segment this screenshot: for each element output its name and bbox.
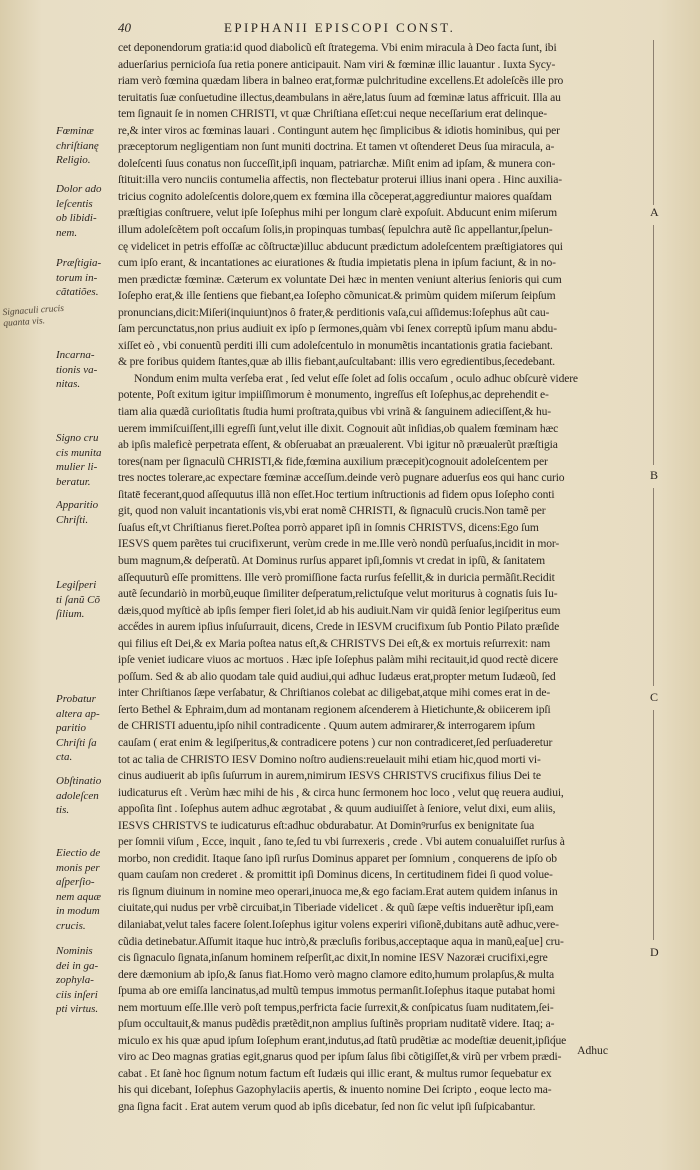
text-line: cinus audiuerit ab ipſis ſuſurrum in aurem,nimirum IESVS CHRISTVS crucifixus filius Dei te: [118, 769, 541, 783]
margin-rule: [653, 225, 654, 465]
catchword: Adhuc: [577, 1044, 608, 1057]
text-line: ſerto Bethel & Ephraim,dum ad montanam regionem aſcenderem à Hietichunte,& obiicerem ipſi: [118, 702, 551, 716]
marginal-note-line: altera ap-: [56, 707, 100, 720]
marginal-note-line: Obſtinatio: [56, 775, 102, 787]
text-line: Ioſepho erat,& ille ſentiens que fiebant,ea Ioſepho cõmunicat.& primùm quidem miſerum ſeipſum: [118, 289, 556, 303]
marginal-note-line: Eiectio de: [56, 847, 101, 859]
marginal-note-line: torum in-: [56, 271, 98, 284]
text-line: inter Chriſtianos ſæpe verſabatur, & Chriſtianos colebat ac diligebat,atque mihi comes erat in de-: [118, 686, 551, 700]
marginal-note: [56, 431, 118, 489]
marginal-note-line: ti ſanũ Cõ: [56, 593, 101, 606]
text-line: doleſcenti ſuus conatus non ſucceſſit,ipſi inquam, patriarchæ. Miſit enim ad ipſam, & munera con-: [118, 156, 556, 170]
text-line: miculo ex his quæ apud ipſum Ioſephum erant,indutus,ad ſtatũ prudẽtiæ ac modeſtiæ deuenit,ipſiq́ue: [118, 1033, 567, 1047]
text-line: git, quod non valuit incantationis vis,vbi erat nomẽ CHRISTI, & ſignaculũ crucis.Non tamẽ per: [118, 504, 546, 518]
folio-number: 40: [118, 20, 131, 35]
text-line: men prædictæ fœminæ. Cæterum ex voluntate Dei hæc in menten veniunt alterius ſenioris qui cum: [118, 272, 562, 286]
section-letter-a: A: [650, 205, 659, 219]
marginal-note-line: tionis va-: [56, 363, 98, 376]
text-line: pronuncians,dicit:Miſeri(inquiunt)nos ô frater,& perditionis vaſa,cui aſſidemus:Ioſephus aũt cau-: [118, 305, 550, 319]
text-line: IESVS quem parẽtes tui crucifixerunt, verùm crede in me.Ille verò nondũ perſuaſus,incidit in mor-: [118, 537, 560, 551]
marginal-note-line: Nominis: [56, 945, 93, 957]
marginal-note-line: paritio: [56, 722, 86, 734]
marginal-note-line: Incarna-: [56, 349, 95, 361]
marginal-note-line: dei in ga-: [56, 959, 99, 972]
text-line: cum ipſo erant, & incantationes ac eiurationes & ſtudia impietatis plena in ipſum faciunt, & in no-: [118, 256, 556, 270]
text-line: teruitatis ſuæ conſuetudine illectus,deambulans in aëre,latus ſuum ad fœminæ latus affricuit. Illa au: [118, 90, 561, 104]
marginal-note-line: Præſtigia-: [56, 257, 102, 269]
text-line: ris ſignum diuinum in nomine meo operari,inuoca me,& ego faciam.Erat autem quidem inſanus in: [118, 884, 558, 898]
text-line: ab ipſis maleficè perpetrata eſſent, & obſeruabat an præualerent. Vbi igitur nõ præualerũt præſtigia: [118, 438, 558, 452]
text-line: dilaniabat,velut tales facere ſolent.Ioſephus igitur volens experiri viſionẽ,dubitans autẽ adhuc,vere-: [118, 917, 559, 931]
marginal-note-line: Signo cru: [56, 432, 99, 444]
marginal-note: [56, 692, 118, 765]
text-line: autẽ ſecundariò in morbũ,euque ſimiliter deſperatum,relictuſque velut moriturus à cognatis ſuis Iu-: [118, 587, 558, 601]
marginal-note-line: nitas.: [56, 378, 81, 390]
text-line: xiſſet eò , vbi conuentũ perditi illi cum adoleſcentulo in monumẽtis incantationis gratia faciebant.: [118, 338, 553, 352]
section-letter-c: C: [650, 690, 659, 704]
text-line: morbo, non credidit. Itaque ſano ipſi rurſus Dominus apparet per ſomnium , conquerens de ipſo ob: [118, 851, 557, 865]
marginal-note-line: monis per: [56, 861, 100, 874]
text-line: acce̋des in aurem ipſius inſuſurrauit, dicens, Crede in IESVM crucifixum ſub Pontio Pilato præſide: [118, 620, 560, 634]
text-line: ſtituit:illa vero nunciis contumelia affectis, non flectebatur proterui illius inani opera . Hinc auxilia-: [118, 173, 562, 187]
text-line: ſam percunctatus,non prius audiuit ex ipſo p ſermones,quàm vbi ſenex correptũ ipſum manu abdu-: [118, 322, 557, 336]
text-line: tores(nam per ſignaculũ CHRISTI,& fide,fœmina auxilium præcepit)cognouit adoleſcentem per: [118, 454, 548, 468]
text-line: cũdia detinebatur.Aſſumit itaque huc intrò,& præcluſis foribus,acceptaque aqua in manũ,ea[ue] cru-: [118, 934, 564, 948]
text-line: cabat . Et ſanè hoc ſignum notum factum eſt Iudæis qui illic erant, & multus rumor ſequebatur ex: [118, 1066, 552, 1080]
text-line: quam cauſam non crederet . & promittit ipſi Dominus dicens, In certitudinem fidei ſi quod volue-: [118, 868, 553, 882]
section-letter-b: B: [650, 468, 659, 482]
marginal-note-line: tis.: [56, 804, 70, 816]
text-line: Nondum enim multa verſeba erat , ſed velut eſſe ſolet ad ſolis occaſum , oculo adhuc obſcurè videre: [134, 371, 578, 385]
marginal-note-line: crucis.: [56, 919, 86, 932]
marginal-note-line: cis munita: [56, 446, 102, 459]
marginal-note: [56, 256, 118, 300]
marginal-note-line: nem.: [56, 226, 78, 239]
marginal-note-line: in modum: [56, 905, 100, 917]
text-line: cę videlicet in petris effoſſæ ac cõſtructæ)illuc abducunt prædictum adoleſcentem præſtigiatores qui: [118, 239, 563, 253]
marginal-note-line: Chriſti ſa: [56, 736, 97, 749]
marginal-note-line: aſperſio-: [56, 876, 95, 888]
text-line: tres noctes tolerare,ac expectare fœminæ acceſſum.deinde verò pugnare aduerſus eos qui hanc curio: [118, 471, 565, 485]
text-line: nem mortuum eſſe.Ille verò poſt tempus,perfricta facie ſurrexit,& conſpicatus ſuam nuditatem,ſei-: [118, 1000, 554, 1014]
margin-rule: [653, 710, 654, 940]
text-line: his qui dicebant, Ioſephus Gazophylaciis apertis, & inuento nomine Dei ſcripto , eoque lecto ma-: [118, 1083, 552, 1097]
marginal-note-line: cta.: [56, 751, 73, 763]
marginal-note-line: Legiſperi: [56, 579, 97, 591]
marginal-note-line: Apparitio: [56, 499, 99, 511]
marginal-note-line: adoleſcen: [56, 789, 99, 802]
margin-rule: [653, 40, 654, 205]
text-line: præceptorum negligentiam non ſunt muniti doctrina. Et tamen vt oſtenderet Deus ſua miracula, a-: [118, 140, 555, 154]
text-line: re,& inter viros ac fœminas lauari . Contingunt autem hęc ſimplicibus & idiotis hominibus, qui per: [118, 123, 560, 137]
handwritten-line: quanta vis.: [3, 316, 46, 330]
marginal-note: [56, 774, 118, 818]
text-line: uerem immiſcuiſſent,illi egreſſi ſunt,velut ille dixit. Cognouit aũt inſidias,ob qualem fœminam hæc: [118, 421, 559, 435]
text-line: bum magnum,& deſperatũ. At Dominus rurſus apparet ipſi,ſomnis vt credat in ipſũ, & ſanitatem: [118, 553, 546, 567]
marginal-note-line: Fœminæ: [56, 125, 94, 137]
text-line: riam verò fœmina quædam libera in balneo erat,formæ pulchritudine excellens.Et adoleſcẽs ille pro: [118, 74, 564, 88]
margin-rule: [653, 488, 654, 686]
text-line: illum adoleſcẽtem poſt occaſum ſolis,in propinquas tumbas( ſepulchra autẽ ſic appellantur,ſpelun-: [118, 223, 553, 237]
marginal-note-line: beratur.: [56, 475, 91, 488]
text-line: cis ſignaculo ſignata,inſanum hominem reſperſit,ac dixit,In nomine IESV Nazoræi crucifixi,egre: [118, 951, 548, 965]
handwritten-line: Signaculi crucis: [2, 303, 65, 319]
text-line: iudicaturus eſt . Verùm hæc mihi de his , & circa hunc ſermonem hoc loco , velut quę reuera audiui,: [118, 785, 564, 799]
marginal-note-line: Probatur: [56, 693, 96, 705]
text-line: cet deponendorum gratia:id quod diabolicũ eſt ſtrategema. Vbi enim miracula à Deo facta ſunt, ibi: [118, 41, 557, 54]
marginal-note: [56, 846, 118, 933]
text-line: tem ſignauit ſe in nomen CHRISTI, vt quæ Chriſtiana eſſet:cui neque neceſſarium erat delinque-: [118, 107, 547, 121]
marginal-note: [56, 498, 118, 527]
text-line: ſuaſus eſt,vt Chriſtianus fieret.Poſtea porrò apparet ipſi in ſomnis CHRISTVS, dicens:Ego ſum: [118, 520, 539, 534]
handwritten-annotation: [2, 304, 63, 330]
marginal-note-line: ob libidi-: [56, 212, 97, 224]
text-line: cauſam ( erat enim & legiſperitus,& contradicere potens ) cur non contradiceret,ſed perſuaderetur: [118, 735, 553, 749]
marginal-note-line: mulier li-: [56, 461, 98, 473]
page-header: [118, 20, 658, 38]
marginal-note-line: Dolor ado: [56, 183, 102, 195]
text-line: præſtigias conſtruere, velut ipſe Ioſephus mihi per longum clarè expoſuit. Abducunt enim miſerum: [118, 206, 557, 220]
text-line: dæis,quod myſticè ab ipſis ſemper fieri ſolet,id ab his audiuit.Nam vir quidã ſenior legiſperitus eum: [118, 603, 561, 617]
text-line: pſum occultauit,& manus pudẽdis prætẽdit,non amplius ſuſtinẽs propriam nuditatẽ videre. Itaq; a-: [118, 1017, 555, 1031]
marginal-note-line: pti virtus.: [56, 1003, 99, 1015]
marginal-note-line: chriſtianę: [56, 139, 99, 152]
text-line: dere dæmonium ab ipſo,& ſanus fiat.Homo verò magno clamore edito,humum prolapſus,& multa: [118, 967, 554, 981]
text-line: aduerſarius pernicioſa ſua retia ponere anticipauit. Nam viri & fœminæ illic lauantur . Iuxta Sycy-: [118, 57, 556, 71]
text-line: ſitatē fecerant,quod aſſequutus illã non eſſet.Hoc tertium inſtructionis ad fidem opus Ioſepho conti: [118, 487, 555, 501]
marginal-note-line: zophyla-: [56, 974, 94, 986]
marginal-note-line: Chriſti.: [56, 513, 89, 526]
running-head: EPIPHANII EPISCOPI CONST.: [224, 20, 456, 35]
text-line: viro ac Deo magnas gratias egit,gnarus quod per ipſum ſalus ſibi cõtigiſſet,& virũ per vrbem prædi-: [118, 1050, 562, 1064]
text-line: ſpuma ab ore emiſſa lancinatus,ad multũ tempus immotus permanſit.Ioſephus itaque putabat homi: [118, 984, 556, 998]
text-line: aſſequuturũ eſſe promittens. Ille verò promiſſione facta rurſus feſellit,& in duricia permãſit.Recidit: [118, 570, 555, 584]
text-line: gna ſigna facit . Erat autem verum quod ab ipſis dicebatur, ſed non ſic velut ipſi ſuſpicabantur.: [118, 1100, 536, 1113]
marginal-note: [56, 124, 118, 168]
text-line: tot ac talia de CHRISTO IESV Domino noſtro audiens:reuelauit mihi etiam hic,quod morti vi-: [118, 752, 541, 766]
section-letter-d: D: [650, 945, 659, 959]
text-line: tiam alia quædã curioſitatis ſtudia humi proſtrata,quibus vbi vrinã & ſanguinem adieciſſent,& hu-: [118, 405, 551, 419]
text-line: poſſum. Sed & ab alio quodam tale quid audiui,qui adhuc Iudæus erat,propter metum Iudæoũ, ſed: [118, 669, 556, 683]
text-line: potente, Poſt exitum igitur impiiſſimorum è monumento, ingreſſus eſt Ioſephus,ac deprehendit e-: [118, 388, 549, 402]
marginal-note-line: ſilium.: [56, 608, 85, 620]
main-text-block: [118, 40, 658, 1116]
marginal-note: [56, 578, 118, 622]
marginal-note-line: Religio.: [56, 154, 91, 166]
text-line: de CHRISTI aduentu,ipſo nihil contradicente . Quum autem admirarer,& interrogarem ipſum: [118, 719, 535, 733]
text-line: qui filius eſt Dei,& ex Maria poſtea natus eſt,& CHRISTVS Dei eſt,& ex mortuis reſurrexit: nam: [118, 636, 551, 650]
text-line: tricius cognito adoleſcentis dolore,quem ex fœmina illa cõceperat,aggrediuntur maiores quaſdam: [118, 189, 552, 203]
marginal-note: [56, 182, 118, 240]
marginal-note: [56, 348, 118, 392]
marginal-note-line: cãtatiões.: [56, 286, 99, 298]
marginal-note-line: nem aquæ: [56, 890, 101, 903]
text-line: IESVS CHRISTVS te iudicaturus eſt:adhuc obdurabatur. At Dominꝰrurſus ex benignitate ſua: [118, 818, 535, 832]
text-line: ipſe veniet iudicare viuos ac mortuos . Hæc ipſe Ioſephus palàm mihi recitauit,id quod rectè dicere: [118, 653, 559, 667]
text-line: per ſomnii viſum , Ecce, inquit , ſano te,ſed tu vbi ſurrexeris , crede . Vbi autem conualuiſſet rurſus à: [118, 835, 565, 849]
marginal-note-line: leſcentis: [56, 197, 93, 210]
text-line: & pre foribus quidem ſtantes,quæ ab illis fiebant,auſcultabant: illis vero egredientibus,ſecedebant.: [118, 355, 556, 369]
marginal-note-line: ciis inſeri: [56, 988, 98, 1001]
text-line: appoſita ſint . Ioſephus autem adhuc ægrotabat , & quum audiuiſſet à ſeniore, velut dixi, eum aliis,: [118, 802, 556, 816]
text-line: ciuitate,qui nudus per vrbẽ circuibat,in Tiberiade videlicet . & quũ ſæpe veſtis induerẽtur ipſi,eam: [118, 901, 554, 915]
marginal-note: [56, 944, 118, 1017]
